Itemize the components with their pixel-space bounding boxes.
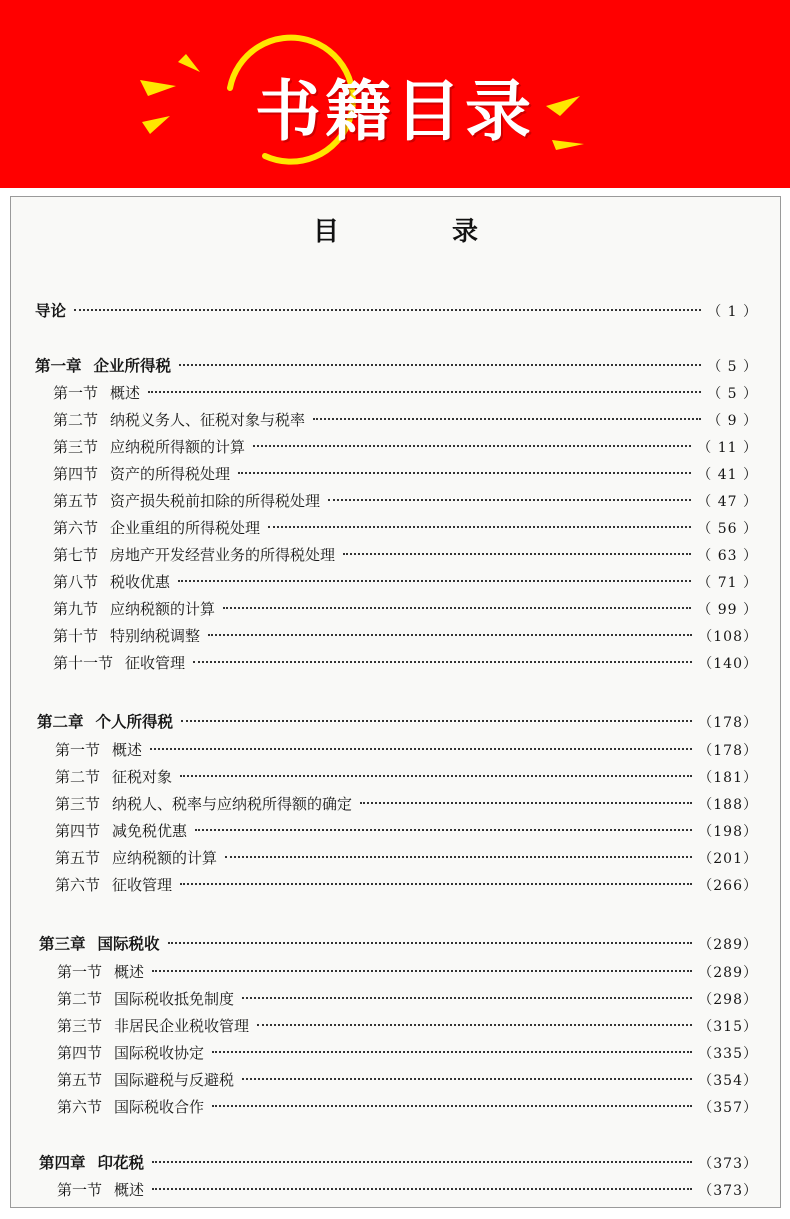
section-row bbox=[57, 1070, 758, 1091]
chapter-number: 第二章 bbox=[37, 713, 84, 731]
section-number: 第六节 bbox=[53, 519, 99, 537]
section-row bbox=[57, 1043, 758, 1064]
section-title: 征收管理 bbox=[112, 876, 173, 894]
leader-dots bbox=[313, 417, 701, 420]
chapter-row bbox=[39, 1153, 758, 1174]
page-number: （ 56 ） bbox=[697, 521, 758, 537]
section-title: 税收优惠 bbox=[110, 573, 171, 591]
section-row bbox=[53, 383, 758, 404]
section-title: 概述 bbox=[114, 1181, 145, 1199]
section-title: 应纳税额的计算 bbox=[112, 849, 218, 867]
leader-dots bbox=[179, 363, 701, 366]
section-title: 概述 bbox=[110, 384, 141, 402]
section-row bbox=[57, 1016, 758, 1037]
leader-dots bbox=[152, 1187, 692, 1190]
section-row bbox=[55, 875, 758, 896]
section-title: 纳税人、税率与应纳税所得额的确定 bbox=[112, 795, 353, 813]
section-row bbox=[55, 821, 758, 842]
page-number: （266） bbox=[698, 878, 758, 894]
banner-title: 书籍目录 bbox=[255, 73, 535, 150]
leader-dots bbox=[152, 1160, 692, 1163]
page-number: （140） bbox=[698, 656, 758, 672]
section-row bbox=[53, 599, 758, 620]
section-title: 国际税收协定 bbox=[114, 1044, 205, 1062]
intro-label: 导论 bbox=[35, 302, 67, 320]
chapter-number: 第四章 bbox=[39, 1154, 86, 1172]
section-number: 第一节 bbox=[57, 1181, 103, 1199]
section-number: 第三节 bbox=[53, 438, 99, 456]
page-number: （315） bbox=[698, 1019, 758, 1035]
section-row bbox=[55, 740, 758, 761]
section-row bbox=[53, 410, 758, 431]
section-number: 第九节 bbox=[53, 600, 99, 618]
leader-dots bbox=[168, 941, 693, 944]
section-number: 第五节 bbox=[55, 849, 101, 867]
section-row bbox=[57, 1180, 758, 1201]
leader-dots bbox=[360, 801, 692, 804]
section-title: 特别纳税调整 bbox=[110, 627, 201, 645]
section-title: 国际税收合作 bbox=[114, 1098, 205, 1116]
leader-dots bbox=[257, 1023, 692, 1026]
section-title: 应纳税所得额的计算 bbox=[110, 438, 246, 456]
section-row bbox=[53, 437, 758, 458]
leader-dots bbox=[208, 633, 692, 636]
page-number: （289） bbox=[698, 937, 758, 953]
toc-intro-row bbox=[35, 301, 758, 322]
leader-dots bbox=[150, 747, 692, 750]
chapter-title: 印花税 bbox=[97, 1154, 145, 1172]
page-number: （108） bbox=[698, 629, 758, 645]
section-number: 第二节 bbox=[53, 411, 99, 429]
section-number: 第三节 bbox=[55, 795, 101, 813]
leader-dots bbox=[193, 660, 692, 663]
page-number: （289） bbox=[698, 965, 758, 981]
leader-dots bbox=[268, 525, 691, 528]
section-title: 国际避税与反避税 bbox=[114, 1071, 235, 1089]
page-number: （ 71 ） bbox=[697, 575, 758, 591]
page-number: （ 9 ） bbox=[707, 413, 758, 429]
page-number: （ 11 ） bbox=[697, 440, 758, 456]
section-number: 第二节 bbox=[57, 990, 103, 1008]
page-number: （298） bbox=[698, 992, 758, 1008]
section-number: 第六节 bbox=[55, 876, 101, 894]
page-number: （178） bbox=[698, 715, 758, 731]
leader-dots bbox=[253, 444, 691, 447]
section-row bbox=[53, 653, 758, 674]
section-row bbox=[55, 767, 758, 788]
section-title: 应纳税额的计算 bbox=[110, 600, 216, 618]
leader-dots bbox=[152, 969, 692, 972]
section-number: 第四节 bbox=[53, 465, 99, 483]
section-number: 第一节 bbox=[57, 963, 103, 981]
leader-dots bbox=[238, 471, 691, 474]
page-number: （357） bbox=[698, 1100, 758, 1116]
header-banner bbox=[0, 0, 790, 188]
page-number: （ 1 ） bbox=[707, 304, 758, 320]
section-title: 企业重组的所得税处理 bbox=[110, 519, 261, 537]
leader-dots bbox=[223, 606, 691, 609]
chapter-number: 第一章 bbox=[35, 357, 82, 375]
chapter-row bbox=[35, 356, 758, 377]
section-row bbox=[53, 518, 758, 539]
page-number: （354） bbox=[698, 1073, 758, 1089]
leader-dots bbox=[195, 828, 692, 831]
page-number: （198） bbox=[698, 824, 758, 840]
section-row bbox=[55, 794, 758, 815]
chapter-row bbox=[37, 712, 758, 733]
leader-dots bbox=[328, 498, 691, 501]
section-number: 第一节 bbox=[55, 741, 101, 759]
section-title: 资产的所得税处理 bbox=[110, 465, 231, 483]
section-number: 第七节 bbox=[53, 546, 99, 564]
section-number: 第五节 bbox=[53, 492, 99, 510]
section-number: 第三节 bbox=[57, 1017, 103, 1035]
section-title: 非居民企业税收管理 bbox=[114, 1017, 250, 1035]
chapter-title: 个人所得税 bbox=[95, 713, 174, 731]
section-row bbox=[53, 626, 758, 647]
page-number: （ 5 ） bbox=[707, 359, 758, 375]
leader-dots bbox=[181, 719, 692, 722]
section-number: 第一节 bbox=[53, 384, 99, 402]
section-title: 减免税优惠 bbox=[112, 822, 188, 840]
page-number: （ 41 ） bbox=[697, 467, 758, 483]
leader-dots bbox=[242, 1077, 692, 1080]
section-title: 征收管理 bbox=[125, 654, 186, 672]
leader-dots bbox=[212, 1104, 692, 1107]
section-number: 第五节 bbox=[57, 1071, 103, 1089]
section-row bbox=[57, 962, 758, 983]
page-number: （201） bbox=[698, 851, 758, 867]
leader-dots bbox=[178, 579, 691, 582]
section-number: 第四节 bbox=[57, 1044, 103, 1062]
section-row bbox=[53, 545, 758, 566]
chapter-row bbox=[39, 934, 758, 955]
section-title: 房地产开发经营业务的所得税处理 bbox=[110, 546, 336, 564]
chapter-title: 企业所得税 bbox=[93, 357, 172, 375]
page-number: （181） bbox=[698, 770, 758, 786]
section-title: 征税对象 bbox=[112, 768, 173, 786]
leader-dots bbox=[343, 552, 691, 555]
leader-dots bbox=[212, 1050, 692, 1053]
section-title: 国际税收抵免制度 bbox=[114, 990, 235, 1008]
page-number: （373） bbox=[698, 1156, 758, 1172]
section-title: 概述 bbox=[114, 963, 145, 981]
leader-dots bbox=[225, 855, 692, 858]
page-number: （188） bbox=[698, 797, 758, 813]
section-title: 资产损失税前扣除的所得税处理 bbox=[110, 492, 321, 510]
section-number: 第十节 bbox=[53, 627, 99, 645]
section-number: 第十一节 bbox=[53, 654, 114, 672]
leader-dots bbox=[148, 390, 701, 393]
section-number: 第四节 bbox=[55, 822, 101, 840]
page-number: （373） bbox=[698, 1183, 758, 1199]
section-number: 第二节 bbox=[55, 768, 101, 786]
page-number: （ 99 ） bbox=[697, 602, 758, 618]
leader-dots bbox=[74, 308, 701, 311]
section-row bbox=[53, 572, 758, 593]
section-number: 第八节 bbox=[53, 573, 99, 591]
section-number: 第六节 bbox=[57, 1098, 103, 1116]
toc-title: 目 录 bbox=[312, 217, 531, 247]
section-row bbox=[55, 848, 758, 869]
leader-dots bbox=[180, 774, 692, 777]
page-number: （178） bbox=[698, 743, 758, 759]
section-row bbox=[53, 491, 758, 512]
chapter-number: 第三章 bbox=[39, 935, 86, 953]
page-number: （ 5 ） bbox=[707, 386, 758, 402]
chapter-title: 国际税收 bbox=[97, 935, 160, 953]
leader-dots bbox=[180, 882, 692, 885]
page-number: （ 63 ） bbox=[697, 548, 758, 564]
section-row bbox=[53, 464, 758, 485]
leader-dots bbox=[242, 996, 692, 999]
page-number: （ 47 ） bbox=[697, 494, 758, 510]
section-title: 概述 bbox=[112, 741, 143, 759]
section-title: 纳税义务人、征税对象与税率 bbox=[110, 411, 306, 429]
toc-page bbox=[10, 196, 781, 1208]
section-row bbox=[57, 1097, 758, 1118]
page-number: （335） bbox=[698, 1046, 758, 1062]
section-row bbox=[57, 989, 758, 1010]
